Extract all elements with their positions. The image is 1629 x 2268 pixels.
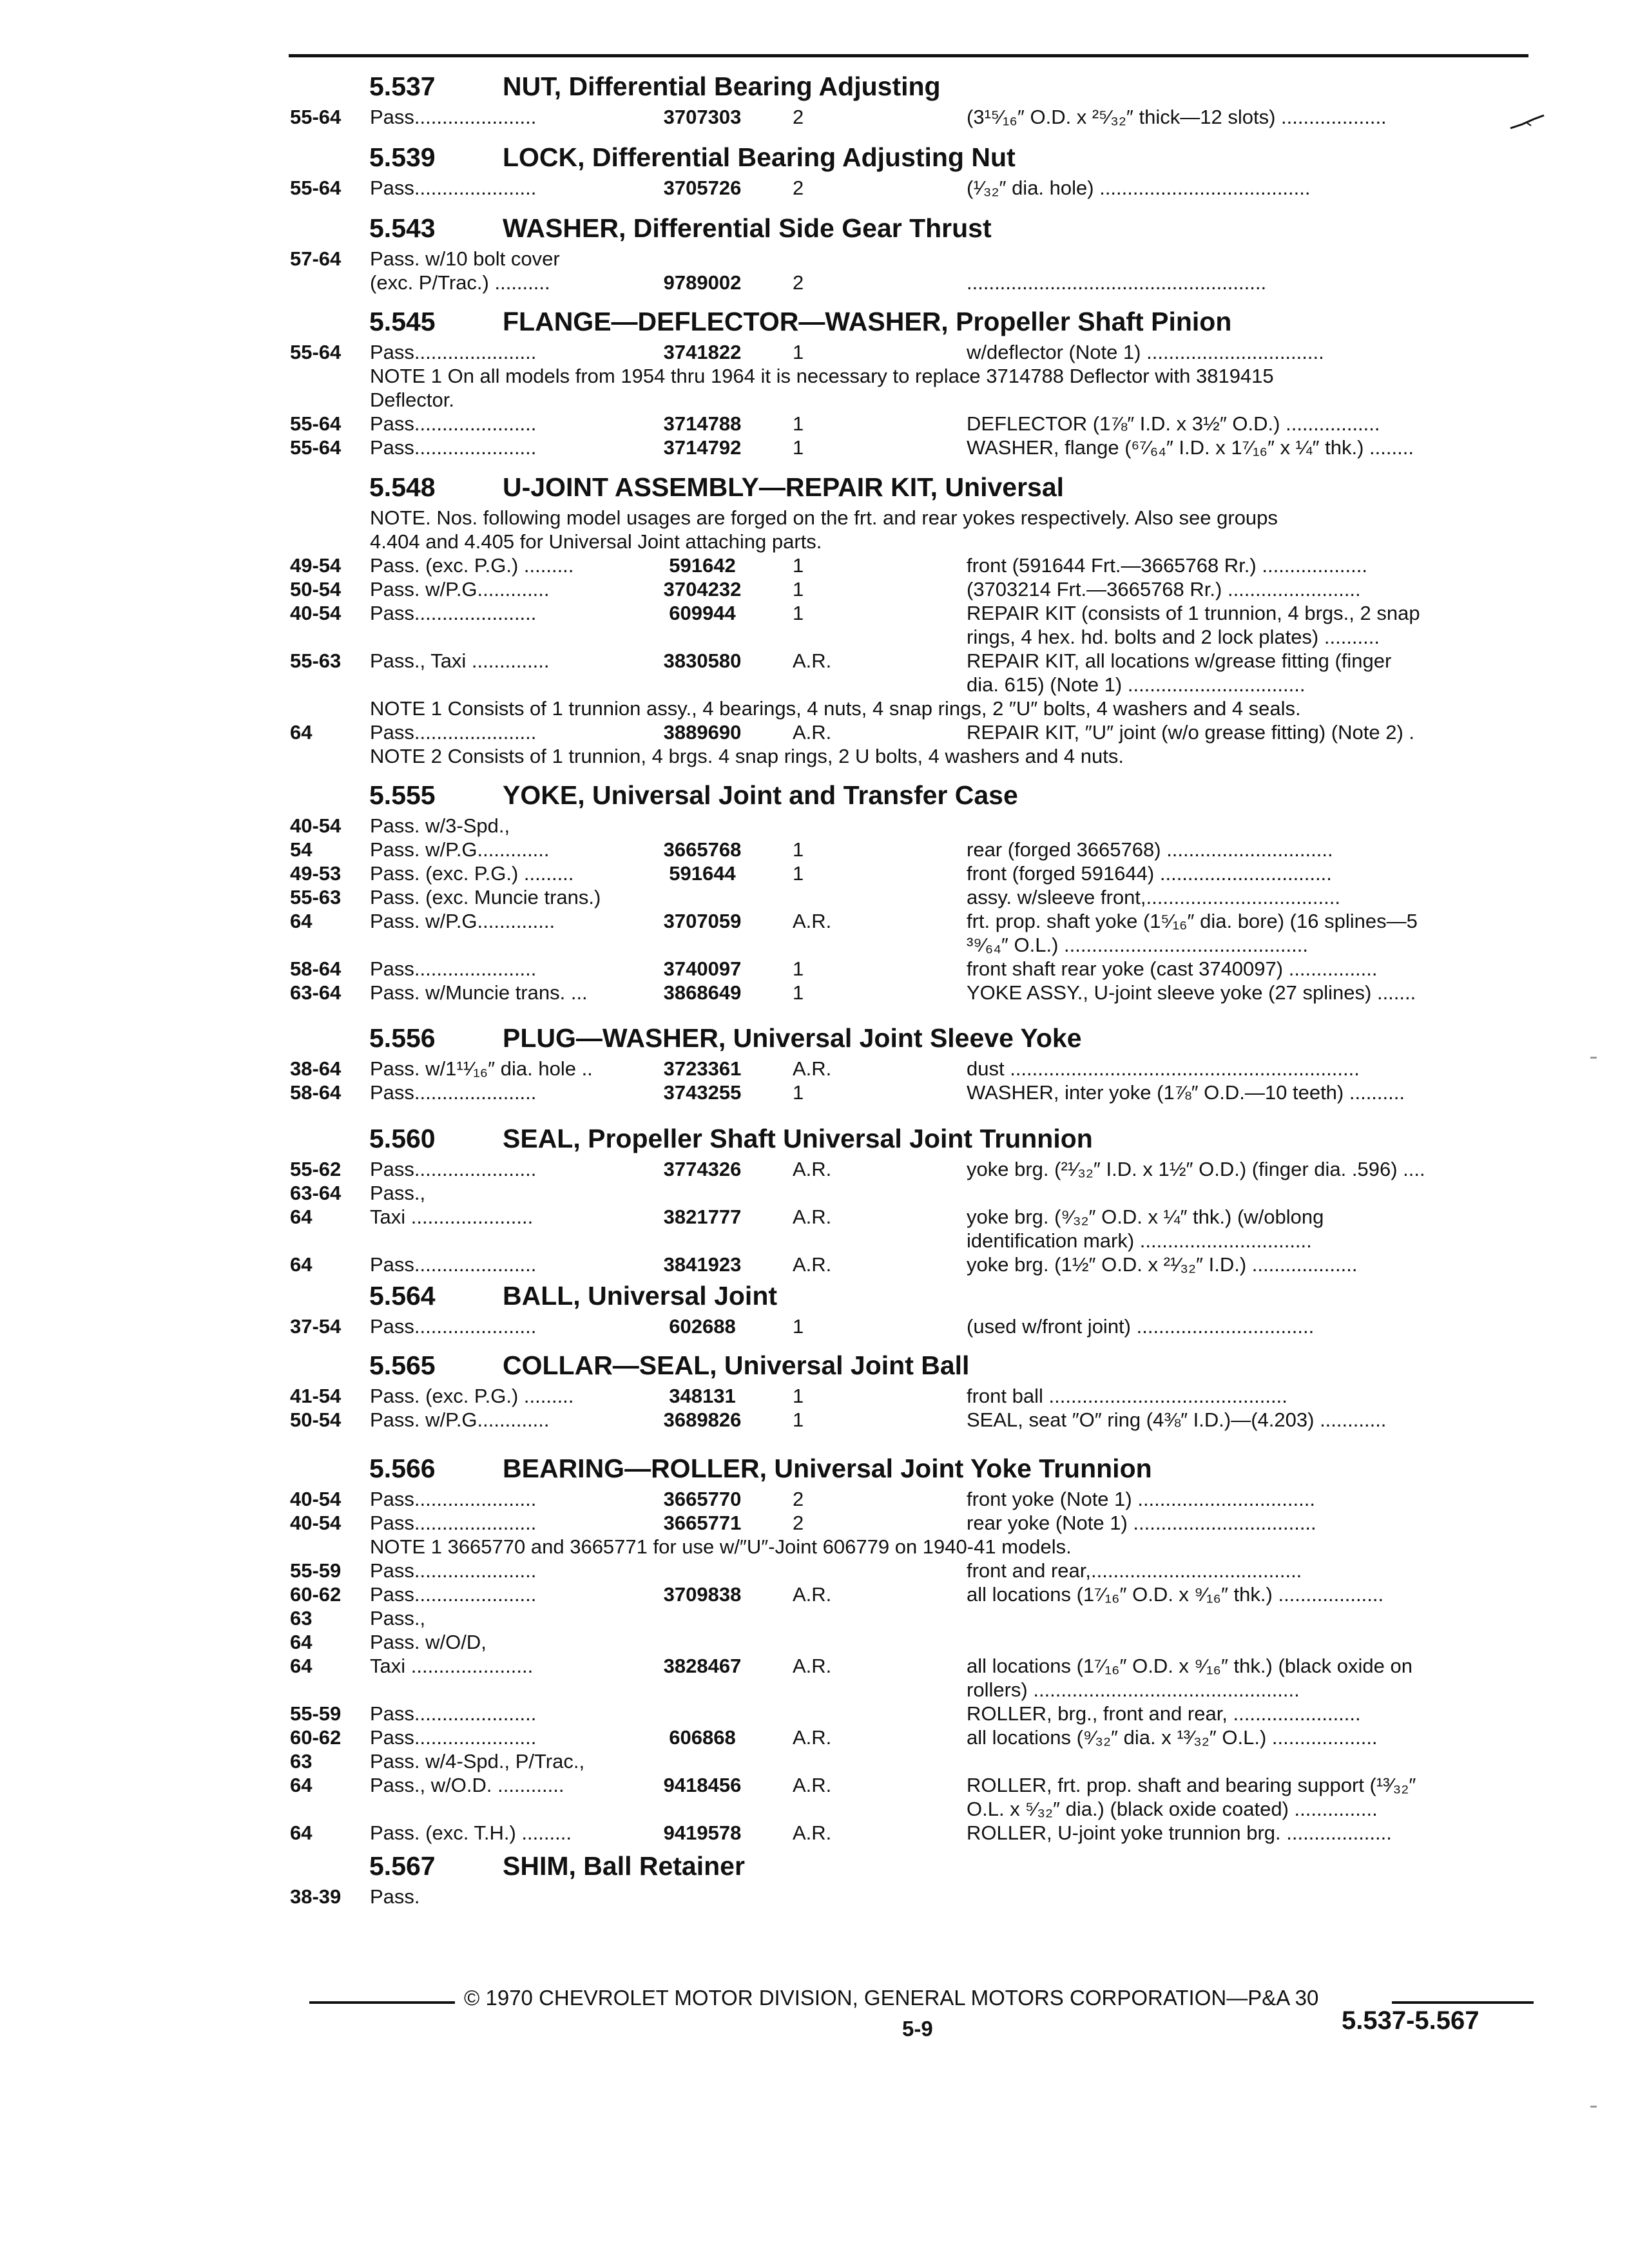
remarks: yoke brg. (²¹⁄₃₂″ I.D. x 1½″ O.D.) (finger dia. .596) .... (967, 1158, 1425, 1180)
part-row (290, 981, 1534, 1004)
part-row (290, 1885, 1534, 1908)
part-row (290, 1182, 1534, 1205)
remarks: DEFLECTOR (1⅞″ I.D. x 3½″ O.D.) ................. (967, 412, 1380, 435)
quantity: 2 (793, 106, 804, 128)
remarks: rear yoke (Note 1) ................................. (967, 1512, 1316, 1534)
model-years: 40-54 (290, 814, 342, 837)
quantity: 1 (793, 1385, 804, 1407)
part-number: 3741822 (663, 341, 742, 363)
model-years: 49-53 (290, 862, 342, 885)
part-row (290, 1631, 1534, 1654)
remarks: front (591644 Frt.—3665768 Rr.) ................... (967, 554, 1367, 577)
quantity: A.R. (793, 649, 832, 672)
part-row (290, 1385, 1534, 1408)
part-number: 3689826 (663, 1408, 742, 1431)
usage-description: Pass. w/10 bolt cover (370, 247, 560, 270)
group-title: YOKE, Universal Joint and Transfer Case (503, 780, 1018, 810)
model-years: 55-64 (290, 341, 342, 363)
quantity: 1 (793, 602, 804, 624)
part-row (290, 1315, 1534, 1338)
usage-description: Pass. (exc. Muncie trans.) (370, 886, 601, 908)
model-years: 40-54 (290, 1488, 342, 1510)
model-years: 55-59 (290, 1702, 342, 1725)
usage-description: Taxi ...................... (370, 1206, 534, 1228)
group-title: U-JOINT ASSEMBLY—REPAIR KIT, Universal (503, 472, 1065, 502)
part-row (290, 814, 1534, 838)
part-row (290, 1678, 1534, 1702)
model-years: 64 (290, 1774, 313, 1796)
quantity: 2 (793, 1512, 804, 1534)
usage-description: Pass., Taxi .............. (370, 649, 550, 672)
part-row (290, 1158, 1534, 1181)
quantity: A.R. (793, 721, 832, 744)
quantity: A.R. (793, 1206, 832, 1228)
part-row (290, 271, 1534, 294)
group-title: BALL, Universal Joint (503, 1281, 778, 1311)
remarks: yoke brg. (1½″ O.D. x ²¹⁄₃₂″ I.D.) ................... (967, 1253, 1358, 1276)
part-number: 3665771 (663, 1512, 742, 1534)
part-row (290, 341, 1534, 364)
remarks: front shaft rear yoke (cast 3740097) ................ (967, 957, 1378, 980)
part-number: 591644 (669, 862, 736, 885)
model-years: 49-54 (290, 554, 342, 577)
group-number: 5.555 (369, 780, 436, 810)
quantity: 1 (793, 1315, 804, 1338)
model-years: 40-54 (290, 602, 342, 624)
part-number: 602688 (669, 1315, 736, 1338)
part-number: 3841923 (663, 1253, 742, 1276)
footer-page-number: 5-9 (902, 2017, 933, 2041)
remarks: ROLLER, U-joint yoke trunnion brg. ................... (967, 1821, 1392, 1844)
part-number: 3707303 (663, 106, 742, 128)
remarks: (¹⁄₃₂″ dia. hole) ...................................... (967, 177, 1311, 199)
footer-copyright: © 1970 CHEVROLET MOTOR DIVISION, GENERAL MOTORS CORPORATION—P&A 30 (464, 1986, 1319, 2010)
part-number: 606868 (669, 1726, 736, 1749)
model-years: 64 (290, 1821, 313, 1844)
part-row (290, 1774, 1534, 1797)
part-row (290, 1559, 1534, 1582)
remarks: ROLLER, frt. prop. shaft and bearing support (¹³⁄₃₂″ (967, 1774, 1416, 1796)
part-row (290, 106, 1534, 129)
part-number: 3740097 (663, 957, 742, 980)
model-years: 64 (290, 1655, 313, 1677)
usage-description: Pass. (370, 1885, 420, 1908)
group-number: 5.539 (369, 142, 436, 172)
model-years: 40-54 (290, 1512, 342, 1534)
model-years: 37-54 (290, 1315, 342, 1338)
quantity: A.R. (793, 1726, 832, 1749)
remarks: O.L. x ⁵⁄₃₂″ dia.) (black oxide coated) ............... (967, 1798, 1378, 1820)
remarks: front (forged 591644) ............................... (967, 862, 1332, 885)
part-number: 3707059 (663, 910, 742, 932)
quantity: A.R. (793, 1057, 832, 1080)
model-years: 58-64 (290, 957, 342, 980)
quantity: 1 (793, 862, 804, 885)
part-number: 9789002 (663, 271, 742, 294)
part-row (290, 1655, 1534, 1678)
part-number: 9418456 (663, 1774, 742, 1796)
model-years: 60-62 (290, 1726, 342, 1749)
scan-mark (1590, 1057, 1597, 1059)
model-years: 55-63 (290, 886, 342, 908)
remarks: YOKE ASSY., U-joint sleeve yoke (27 splines) ....... (967, 981, 1416, 1004)
part-row (290, 1081, 1534, 1104)
usage-description: Pass. w/Muncie trans. ... (370, 981, 588, 1004)
part-row (290, 578, 1534, 601)
group-number: 5.565 (369, 1350, 436, 1380)
usage-description: Pass. w/O/D, (370, 1631, 487, 1653)
remarks: identification mark) ............................... (967, 1229, 1312, 1252)
model-years: 50-54 (290, 1408, 342, 1431)
note-text: Deflector. (370, 389, 454, 411)
quantity: A.R. (793, 1821, 832, 1844)
part-row (290, 177, 1534, 200)
part-row (290, 412, 1534, 436)
group-number: 5.567 (369, 1851, 436, 1881)
usage-description: Pass...................... (370, 412, 537, 435)
part-row (290, 1512, 1534, 1535)
model-years: 54 (290, 838, 313, 861)
usage-description: Pass. w/P.G.............. (370, 910, 555, 932)
usage-description: Pass...................... (370, 1253, 537, 1276)
quantity: A.R. (793, 1655, 832, 1677)
remarks: (3¹⁵⁄₁₆″ O.D. x ²⁵⁄₃₂″ thick—12 slots) ................... (967, 106, 1387, 128)
note-text: NOTE 1 3665770 and 3665771 for use w/″U″-Joint 606779 on 1940-41 models. (370, 1535, 1072, 1558)
group-number: 5.566 (369, 1454, 436, 1483)
remarks: frt. prop. shaft yoke (1⁵⁄₁₆″ dia. bore) (16 splines—5 (967, 910, 1418, 932)
note-text: NOTE 2 Consists of 1 trunnion, 4 brgs. 4 snap rings, 2 U bolts, 4 washers and 4 nuts. (370, 745, 1124, 767)
part-row (290, 1821, 1534, 1845)
note-text: 4.404 and 4.405 for Universal Joint attaching parts. (370, 530, 822, 553)
usage-description: Pass...................... (370, 1559, 537, 1582)
part-row (290, 862, 1534, 885)
part-row (290, 838, 1534, 861)
quantity: 1 (793, 412, 804, 435)
quantity: 1 (793, 554, 804, 577)
quantity: A.R. (793, 910, 832, 932)
model-years: 55-63 (290, 649, 342, 672)
group-title: NUT, Differential Bearing Adjusting (503, 72, 941, 101)
remarks: ROLLER, brg., front and rear, ....................... (967, 1702, 1361, 1725)
quantity: 2 (793, 1488, 804, 1510)
part-row (290, 1229, 1534, 1253)
group-title: SEAL, Propeller Shaft Universal Joint Trunnion (503, 1124, 1093, 1153)
part-row (290, 934, 1534, 957)
usage-description: Pass. w/3-Spd., (370, 814, 510, 837)
quantity: A.R. (793, 1774, 832, 1796)
part-number: 3665770 (663, 1488, 742, 1510)
usage-description: Pass...................... (370, 1583, 537, 1606)
remarks: yoke brg. (⁹⁄₃₂″ O.D. x ¼″ thk.) (w/oblong (967, 1206, 1324, 1228)
group-number: 5.545 (369, 307, 436, 336)
usage-description: Pass. w/P.G............. (370, 578, 550, 601)
remarks: (used w/front joint) ................................ (967, 1315, 1315, 1338)
remarks: all locations (1⁷⁄₁₆″ O.D. x ⁹⁄₁₆″ thk.) ................... (967, 1583, 1384, 1606)
remarks: rear (forged 3665768) .............................. (967, 838, 1333, 861)
usage-description: Pass...................... (370, 721, 537, 744)
remarks: all locations (⁹⁄₃₂″ dia. x ¹³⁄₃₂″ O.L.) ................... (967, 1726, 1378, 1749)
remarks: REPAIR KIT, ″U″ joint (w/o grease fitting) (Note 2) . (967, 721, 1414, 744)
remarks: front yoke (Note 1) ................................ (967, 1488, 1315, 1510)
model-years: 55-62 (290, 1158, 342, 1180)
part-row (290, 957, 1534, 981)
usage-description: Pass...................... (370, 1512, 537, 1534)
part-row (290, 1607, 1534, 1630)
group-title: LOCK, Differential Bearing Adjusting Nut (503, 142, 1016, 172)
group-number: 5.560 (369, 1124, 436, 1153)
note-text: NOTE. Nos. following model usages are forged on the frt. and rear yokes respectively. Also see groups (370, 506, 1278, 529)
part-number: 609944 (669, 602, 736, 624)
part-number: 348131 (669, 1385, 736, 1407)
quantity: 1 (793, 838, 804, 861)
model-years: 60-62 (290, 1583, 342, 1606)
part-row (290, 1253, 1534, 1276)
model-years: 55-64 (290, 106, 342, 128)
part-number: 3714792 (663, 436, 742, 459)
footer-group-range: 5.537-5.567 (1342, 2006, 1480, 2035)
part-row (290, 1702, 1534, 1725)
model-years: 55-64 (290, 412, 342, 435)
model-years: 55-59 (290, 1559, 342, 1582)
part-number: 3704232 (663, 578, 742, 601)
model-years: 38-39 (290, 1885, 342, 1908)
footer-rule-right (1392, 2001, 1534, 2004)
part-number: 3821777 (663, 1206, 742, 1228)
model-years: 58-64 (290, 1081, 342, 1104)
part-number: 9419578 (663, 1821, 742, 1844)
usage-description: (exc. P/Trac.) .......... (370, 271, 550, 294)
part-row (290, 1057, 1534, 1081)
group-number: 5.543 (369, 213, 436, 243)
remarks: WASHER, inter yoke (1⅞″ O.D.—10 teeth) .......... (967, 1081, 1405, 1104)
part-row (290, 436, 1534, 459)
usage-description: Pass...................... (370, 177, 537, 199)
group-number: 5.537 (369, 72, 436, 101)
part-number: 3665768 (663, 838, 742, 861)
model-years: 63-64 (290, 1182, 342, 1204)
usage-description: Pass. (exc. P.G.) ......... (370, 862, 574, 885)
group-title: SHIM, Ball Retainer (503, 1851, 745, 1881)
part-row (290, 1750, 1534, 1773)
part-row (290, 1408, 1534, 1432)
quantity: 1 (793, 981, 804, 1004)
top-rule (289, 54, 1528, 57)
quantity: 1 (793, 957, 804, 980)
group-number: 5.548 (369, 472, 436, 502)
remarks: w/deflector (Note 1) ................................ (967, 341, 1324, 363)
scan-mark (1590, 2106, 1597, 2108)
part-number: 3723361 (663, 1057, 742, 1080)
footer-rule-left (309, 2001, 455, 2004)
usage-description: Pass...................... (370, 341, 537, 363)
remarks: dust ............................................................... (967, 1057, 1360, 1080)
usage-description: Pass...................... (370, 436, 537, 459)
group-number: 5.564 (369, 1281, 436, 1311)
note-text: NOTE 1 Consists of 1 trunnion assy., 4 bearings, 4 nuts, 4 snap rings, 2 ″U″ bolts, 4 washers and 4 seals. (370, 697, 1301, 720)
usage-description: Pass. w/4-Spd., P/Trac., (370, 1750, 585, 1773)
group-title: PLUG—WASHER, Universal Joint Sleeve Yoke (503, 1023, 1082, 1053)
part-number: 3709838 (663, 1583, 742, 1606)
part-row (290, 1488, 1534, 1511)
model-years: 41-54 (290, 1385, 342, 1407)
remarks: WASHER, flange (⁶⁷⁄₆₄″ I.D. x 1⁷⁄₁₆″ x ¼″ thk.) ........ (967, 436, 1414, 459)
group-title: COLLAR—SEAL, Universal Joint Ball (503, 1350, 970, 1380)
part-number: 3868649 (663, 981, 742, 1004)
model-years: 38-64 (290, 1057, 342, 1080)
model-years: 63 (290, 1607, 313, 1629)
usage-description: Taxi ...................... (370, 1655, 534, 1677)
model-years: 64 (290, 721, 313, 744)
usage-description: Pass. w/1¹¹⁄₁₆″ dia. hole .. (370, 1057, 593, 1080)
model-years: 64 (290, 910, 313, 932)
part-row (290, 673, 1534, 697)
quantity: 1 (793, 1408, 804, 1431)
model-years: 50-54 (290, 578, 342, 601)
group-title: BEARING—ROLLER, Universal Joint Yoke Trunnion (503, 1454, 1152, 1483)
usage-description: Pass...................... (370, 1702, 537, 1725)
part-row (290, 247, 1534, 271)
quantity: 1 (793, 436, 804, 459)
quantity: A.R. (793, 1583, 832, 1606)
remarks: front ball ........................................... (967, 1385, 1287, 1407)
remarks: (3703214 Frt.—3665768 Rr.) ........................ (967, 578, 1361, 601)
part-number: 3828467 (663, 1655, 742, 1677)
remarks: dia. 615) (Note 1) ................................ (967, 673, 1306, 696)
remarks: rollers) ................................................ (967, 1678, 1300, 1701)
group-title: FLANGE—DEFLECTOR—WASHER, Propeller Shaft Pinion (503, 307, 1232, 336)
part-row (290, 1726, 1534, 1749)
part-number: 3714788 (663, 412, 742, 435)
part-row (290, 1583, 1534, 1606)
group-title: WASHER, Differential Side Gear Thrust (503, 213, 992, 243)
part-number: 3774326 (663, 1158, 742, 1180)
quantity: 1 (793, 578, 804, 601)
quantity: 1 (793, 1081, 804, 1104)
model-years: 64 (290, 1253, 313, 1276)
usage-description: Pass. (exc. T.H.) ......... (370, 1821, 572, 1844)
usage-description: Pass. w/P.G............. (370, 1408, 550, 1431)
part-row (290, 721, 1534, 744)
part-row (290, 886, 1534, 909)
part-row (290, 910, 1534, 933)
part-number: 3889690 (663, 721, 742, 744)
usage-description: Pass. w/P.G............. (370, 838, 550, 861)
part-number: 3830580 (663, 649, 742, 672)
remarks: front and rear,...................................... (967, 1559, 1302, 1582)
remarks: ³⁹⁄₆₄″ O.L.) ............................................ (967, 934, 1308, 956)
usage-description: Pass...................... (370, 957, 537, 980)
usage-description: Pass...................... (370, 106, 537, 128)
usage-description: Pass., (370, 1607, 426, 1629)
remarks: rings, 4 hex. hd. bolts and 2 lock plates) .......... (967, 626, 1380, 648)
model-years: 64 (290, 1206, 313, 1228)
remarks: ...................................................... (967, 271, 1267, 294)
part-number: 3705726 (663, 177, 742, 199)
part-row (290, 1206, 1534, 1229)
part-row (290, 626, 1534, 649)
quantity: 2 (793, 177, 804, 199)
usage-description: Pass...................... (370, 1726, 537, 1749)
part-row (290, 649, 1534, 673)
remarks: REPAIR KIT, all locations w/grease fitting (finger (967, 649, 1392, 672)
usage-description: Pass. (exc. P.G.) ......... (370, 1385, 574, 1407)
model-years: 63 (290, 1750, 313, 1773)
usage-description: Pass. (exc. P.G.) ......... (370, 554, 574, 577)
model-years: 55-64 (290, 177, 342, 199)
model-years: 63-64 (290, 981, 342, 1004)
remarks: all locations (1⁷⁄₁₆″ O.D. x ⁹⁄₁₆″ thk.) (black oxide on (967, 1655, 1412, 1677)
usage-description: Pass...................... (370, 602, 537, 624)
usage-description: Pass...................... (370, 1488, 537, 1510)
usage-description: Pass., w/O.D. ............ (370, 1774, 564, 1796)
quantity: 2 (793, 271, 804, 294)
part-row (290, 602, 1534, 625)
model-years: 55-64 (290, 436, 342, 459)
quantity: 1 (793, 341, 804, 363)
part-row (290, 554, 1534, 577)
usage-description: Pass...................... (370, 1158, 537, 1180)
model-years: 64 (290, 1631, 313, 1653)
usage-description: Pass...................... (370, 1315, 537, 1338)
part-number: 3743255 (663, 1081, 742, 1104)
remarks: SEAL, seat ″O″ ring (4⅜″ I.D.)—(4.203) ............ (967, 1408, 1387, 1431)
note-text: NOTE 1 On all models from 1954 thru 1964 it is necessary to replace 3714788 Deflector with 3819415 (370, 365, 1274, 387)
remarks: REPAIR KIT (consists of 1 trunnion, 4 brgs., 2 snap (967, 602, 1420, 624)
usage-description: Pass...................... (370, 1081, 537, 1104)
model-years: 57-64 (290, 247, 342, 270)
remarks: assy. w/sleeve front,................................... (967, 886, 1340, 908)
usage-description: Pass., (370, 1182, 426, 1204)
quantity: A.R. (793, 1158, 832, 1180)
part-row (290, 1798, 1534, 1821)
part-number: 591642 (669, 554, 736, 577)
group-number: 5.556 (369, 1023, 436, 1053)
quantity: A.R. (793, 1253, 832, 1276)
